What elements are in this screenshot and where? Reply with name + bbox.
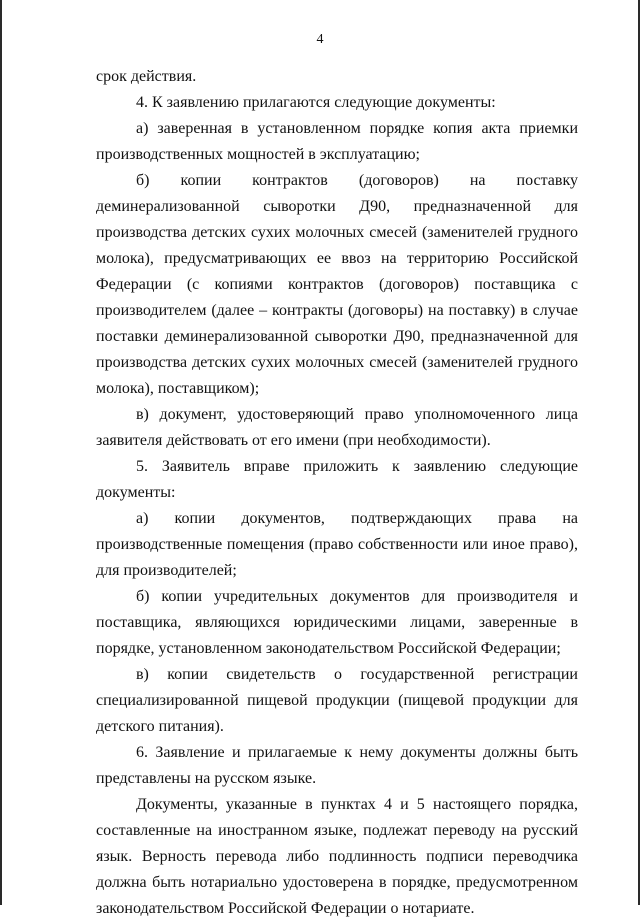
paragraph-item-4: 4. К заявлению прилагаются следующие документы: xyxy=(136,94,496,111)
scan-edge-left xyxy=(0,0,2,905)
paragraph-item-5: 5. Заявитель вправе приложить к заявлению следующие документы: xyxy=(96,458,578,501)
paragraph-item-5b: б) копии учредительных документов для производителя и поставщика, являющихся юридическими лицами, заверенные в порядке, установленном законодательством Российской Федерации; xyxy=(96,588,578,657)
document-body xyxy=(96,64,578,922)
page-number: 4 xyxy=(316,32,324,47)
paragraph-item-5v: в) копии свидетельств о государственной регистрации специализированной пищевой продукции (пищевой продукции для детского питания). xyxy=(96,666,578,735)
paragraph-item-4v: в) документ, удостоверяющий право уполномоченного лица заявителя действовать от его имени (при необходимости). xyxy=(96,406,578,449)
paragraph-item-4b: б) копии контрактов (договоров) на поставку деминерализованной сыворотки Д90, предназначенной для производства детских сухих молочных смесей (заменителей грудного молока), предусматривающих ее ввоз на территорию Российской Федерации (с копиями контрактов (договоров) поставщика с производителем (далее – контракты (договоры) на поставку) в случае поставки деминерализованной сыворотки Д90, предназначенной для производства детских сухих молочных смесей (заменителей грудного молока), поставщиком); xyxy=(96,172,578,397)
paragraph-item-4a: а) заверенная в установленном порядке копия акта приемки производственных мощностей в эксплуатацию; xyxy=(96,120,578,163)
paragraph-item-5a: а) копии документов, подтверждающих права на производственные помещения (право собственности или иное право), для производителей; xyxy=(96,510,578,579)
paragraph-translation-requirement: Документы, указанные в пунктах 4 и 5 настоящего порядка, составленные на иностранном языке, подлежат переводу на русский язык. Верность перевода либо подлинность подписи переводчика должна быть нотариально удостоверена в порядке, предусмотренном законодательством Российской Федерации о нотариате. xyxy=(96,796,578,917)
paragraph-term-continuation: срок действия. xyxy=(96,68,197,85)
paragraph-item-6: 6. Заявление и прилагаемые к нему документы должны быть представлены на русском языке. xyxy=(96,744,578,787)
